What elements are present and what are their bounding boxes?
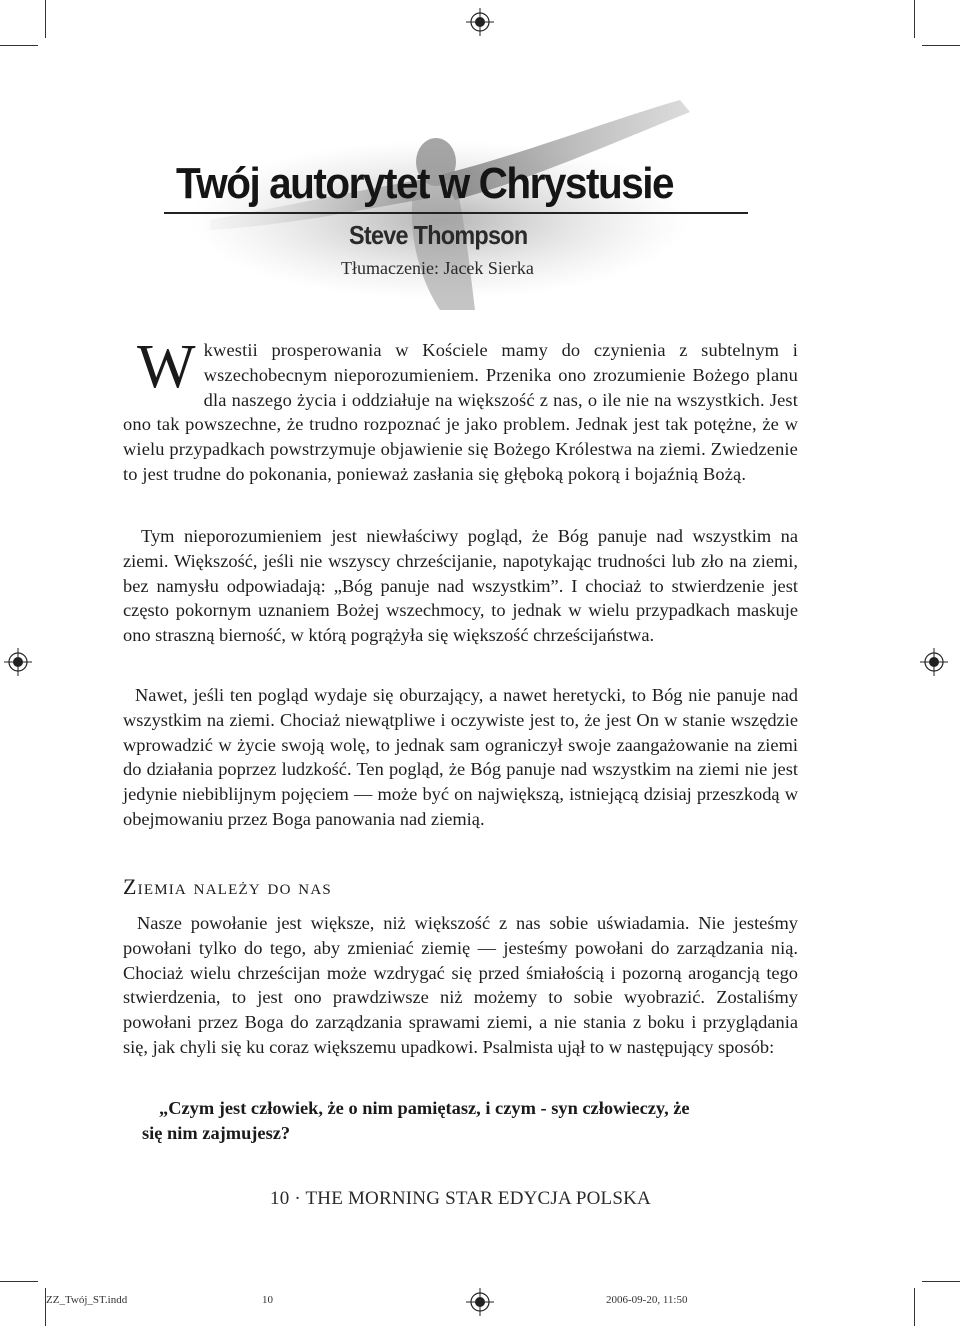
slug-page-number: 10 xyxy=(262,1294,273,1306)
title-underline xyxy=(164,212,748,214)
crop-mark-bottom-right-h xyxy=(922,1281,960,1282)
psalm-quote xyxy=(142,1096,802,1146)
drop-cap: W xyxy=(137,333,196,401)
registration-mark-icon xyxy=(920,648,948,676)
registration-mark-icon xyxy=(4,648,32,676)
crop-mark-top-left-h xyxy=(0,45,38,46)
page-title: Twój autorytet w Chrystusie xyxy=(176,159,674,208)
paragraph-3-text: Nawet, jeśli ten pogląd wydaje się oburzający, a nawet heretycki, to Bóg nie panuje nad wszystkim na ziemi. Chociaż niewątpliwe i oczywiste jest to, że jest On w stanie wszędzie wprowadzić w życie swoją wolę, to jednak sam ograniczył swoje zaangażowanie na ziemi do działania poprzez ludzkość. Ten pogląd, że Bóg panuje nad wszystkim na ziemi nie jest jedynie niebiblijnym pojęciem — może być on największą, istniejącą dzisiaj przeszkodą w obejmowaniu przez Boga panowania nad ziemią. xyxy=(123,685,798,829)
paragraph-3 xyxy=(123,683,798,832)
registration-mark-icon xyxy=(466,1288,494,1316)
paragraph-2-text: Tym nieporozumieniem jest niewłaściwy pogląd, że Bóg panuje nad wszystkim na ziemi. Większość, jeśli nie wszyscy chrześcijanie, napotykając trudności lub zło na ziemi, bez namysłu odpowiadają: „Bóg panuje nad wszystkim”. I chociaż to stwierdzenie jest często pokornym uznaniem Bożej wszechmocy, to jednak w wielu przypadkach maskuje ono straszną bierność, w którą pogrążyła się większość chrześcijaństwa. xyxy=(123,526,798,646)
crop-mark-bottom-right-v xyxy=(914,1288,915,1326)
paragraph-1-text: kwestii prosperowania w Kościele mamy do czynienia z subtelnym i wszechobecnym nieporozumieniem. Przenika ono zrozumienie Bożego planu dla naszego życia i oddziałuje na większość z nas, o ile nie na wszystkich. Jest ono tak powszechne, że trudno rozpoznać je jako problem. Jednak jest tak potężne, że w wielu przypadkach powstrzymuje objawienie się Bożego Królestwa na ziemi. Zwiedzenie to jest trudne do pokonania, ponieważ zasłania się głęboką pokorą i bojaźnią Bożą. xyxy=(123,340,798,484)
paragraph-1 xyxy=(123,333,798,487)
crop-mark-top-right-h xyxy=(922,45,960,46)
slug-file-name: ZZ_Twój_ST.indd xyxy=(46,1294,128,1306)
registration-mark-icon xyxy=(466,8,494,36)
quote-line-2: się nim zajmujesz? xyxy=(142,1123,291,1143)
paragraph-4-text: Nasze powołanie jest większe, niż większość z nas sobie uświadamia. Nie jesteśmy powołani tylko do tego, aby zmieniać ziemię — jesteśmy powołani do zarządzania nią. Chociaż wielu chrześcijan może wzdrygać się przed śmiałością i pozorną arogancją tego stwierdzenia, to jest ono prawdziwsze niż możemy to sobie wyobrazić. Zostaliśmy powołani przez Boga do zarządzania sprawami ziemi, a nie stania z boku i przyglądania się, jak chyli się ku coraz większemu upadkowi. Psalmista ujął to w następujący sposób: xyxy=(123,913,798,1057)
crop-mark-top-left-v xyxy=(45,0,46,38)
author-name: Steve Thompson xyxy=(349,220,528,250)
paragraph-2 xyxy=(123,524,798,648)
crop-mark-top-right-v xyxy=(914,0,915,38)
crop-mark-bottom-left-h xyxy=(0,1281,38,1282)
paragraph-4 xyxy=(123,911,798,1060)
translator-credit: Tłumaczenie: Jacek Sierka xyxy=(341,258,534,278)
slug-timestamp: 2006-09-20, 11:50 xyxy=(606,1294,688,1306)
quote-line-1: „Czym jest człowiek, że o nim pamiętasz, i czym - syn człowieczy, że xyxy=(159,1098,690,1118)
section-heading: Ziemia należy do nas xyxy=(123,874,332,899)
page-folio: 10 · THE MORNING STAR EDYCJA POLSKA xyxy=(270,1188,651,1209)
